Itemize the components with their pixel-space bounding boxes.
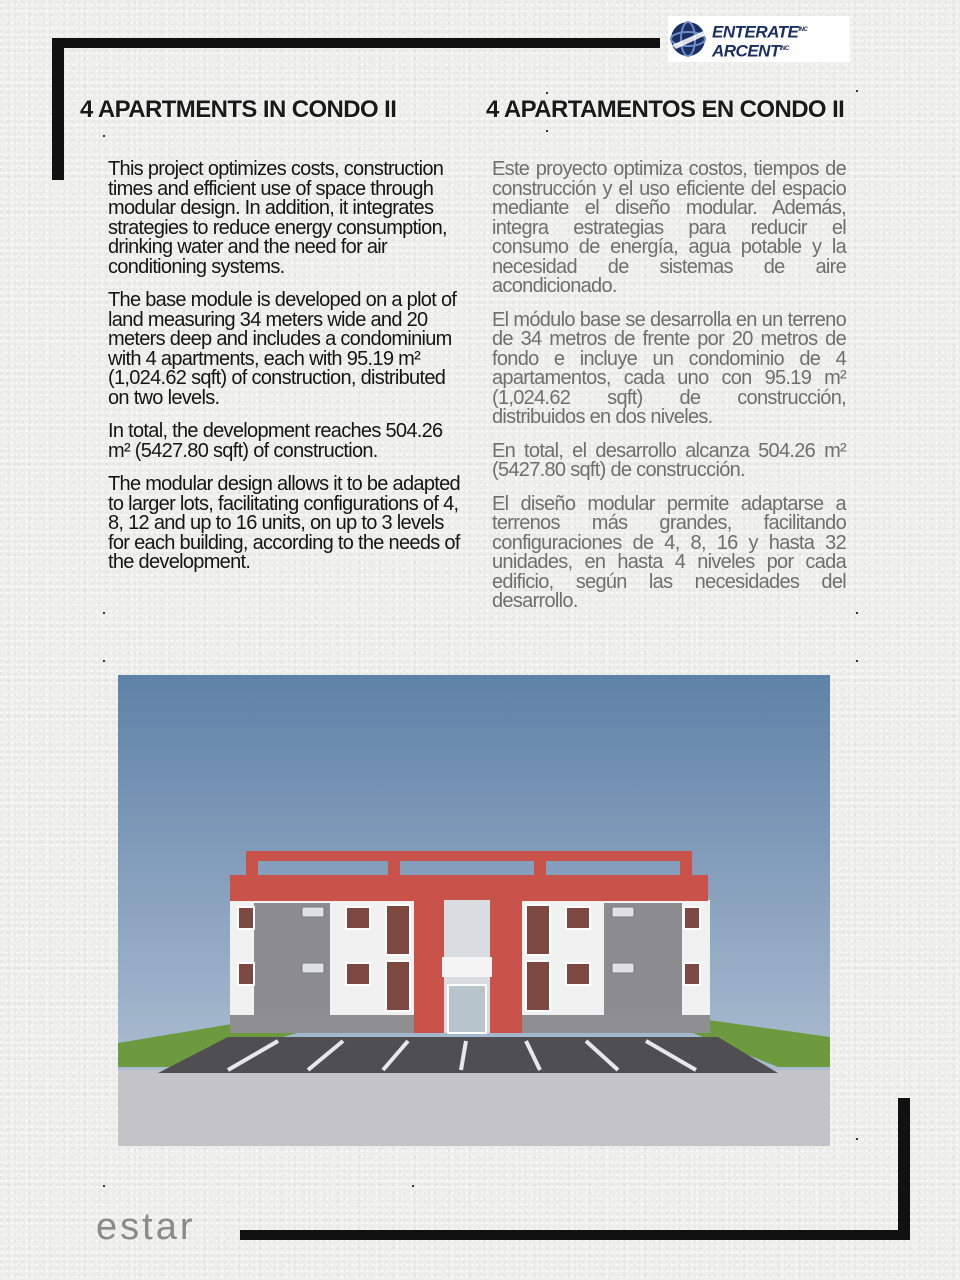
spanish-paragraph: Este proyecto optimiza costos, tiempos de construcción y el uso eficiente del espacio mediante el diseño modular. Además, integra estrategias para reducir el consumo de energía, agua potable y la necesidad de sistemas de aire acondicionado. [492,158,846,297]
building-render-image [118,675,830,1146]
english-heading: 4 APARTMENTS IN CONDO II [80,96,397,123]
logo-wordmark [712,22,807,59]
decorative-dot [412,1185,414,1187]
logo-suffix-2: INC [779,45,789,52]
english-paragraph: The base module is developed on a plot of land measuring 34 meters wide and 20 meters deep and includes a condominium with 4 apartments, each with 95.19 m² (1,024.62 sqft) of construction, distributed on two levels. [108,289,457,409]
spanish-paragraph: En total, el desarrollo alcanza 504.26 m² (5427.80 sqft) de construcción. [492,439,846,481]
decorative-dot [103,612,105,614]
spanish-paragraph: El diseño modular permite adaptarse a terrenos más grandes, facilitando configuraciones de 4, 8, 16 y hasta 32 unidades, en hasta 4 niveles por cada edificio, según las necesidades del desarrollo. [492,492,846,612]
frame-left-line [52,38,64,180]
logo-line-1: ENTERATE [712,22,799,42]
english-paragraph: This project optimizes costs, construction times and efficient use of space through modular design. In addition, it integrates strategies to reduce energy consumption, drinking water and the need for air conditioning systems. [108,158,447,278]
logo-suffix-1: INC [798,27,808,33]
decorative-dot [546,92,548,94]
company-logo [668,16,850,62]
english-column [108,160,460,587]
decorative-dot [856,90,858,92]
english-paragraph: The modular design allows it to be adapted to larger lots, facilitating configurations of 4, 8, 12 and up to 16 units, on up to 3 levels for each building, according to the needs of the development. [108,473,460,573]
frame-top-line [52,38,660,48]
decorative-dot [856,612,858,614]
globe-icon [668,19,710,59]
decorative-dot [856,660,858,662]
building-render [118,675,830,1146]
decorative-dot [546,130,548,132]
decorative-dot [856,1138,858,1140]
decorative-dot [103,660,105,662]
decorative-dot [103,1185,105,1187]
frame-bottom-line [240,1230,910,1240]
footer-brand: estar [96,1206,196,1248]
logo-line-2: ARCENT [712,41,780,61]
spanish-heading: 4 APARTAMENTOS EN CONDO II [486,96,845,123]
english-paragraph: In total, the development reaches 504.26 m² (5427.80 sqft) of construction. [108,420,443,462]
decorative-dot [103,135,105,137]
spanish-column [492,160,846,626]
spanish-paragraph: El módulo base se desarrolla en un terreno de 34 metros de frente por 20 metros de fondo e incluye un condominio de 4 apartamentos, cada uno con 95.19 m² (1,024.62 sqft) de construcción, distribuidos en dos niveles. [492,308,846,428]
frame-right-line [898,1098,910,1240]
